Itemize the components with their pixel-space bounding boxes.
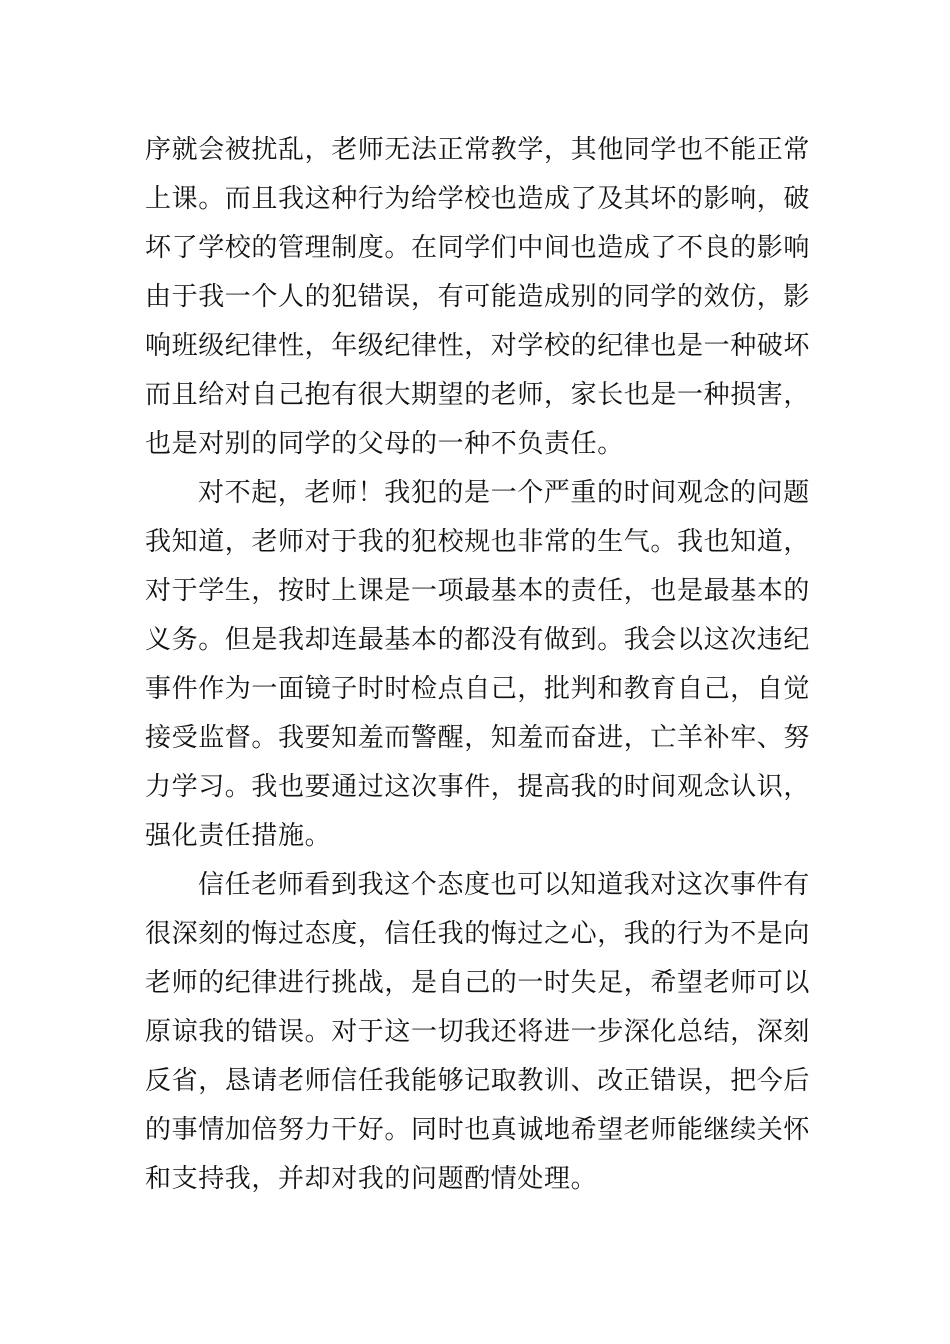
text-line: 对于学生，按时上课是一项最基本的责任，也是最基本的 [145, 576, 811, 606]
text-line: 上课。而且我这种行为给学校也造成了及其坏的影响，破 [145, 184, 811, 214]
text-line: 序就会被扰乱，老师无法正常教学，其他同学也不能正常 [145, 135, 811, 165]
text-line: 坏了学校的管理制度。在同学们中间也造成了不良的影响 [145, 233, 811, 263]
text-line: 也是对别的同学的父母的一种不负责任。 [145, 429, 624, 459]
text-line: 老师的纪律进行挑战，是自己的一时失足，希望老师可以 [145, 968, 811, 998]
text-line: 原谅我的错误。对于这一切我还将进一步深化总结，深刻 [145, 1017, 811, 1047]
text-line: 由于我一个人的犯错误，有可能造成别的同学的效仿，影 [145, 282, 811, 312]
paragraph-first-line: 信任老师看到我这个态度也可以知道我对这次事件有 [198, 870, 810, 900]
text-line: 我知道，老师对于我的犯校规也非常的生气。我也知道， [145, 527, 811, 557]
text-line: 和支持我，并却对我的问题酌情处理。 [145, 1164, 598, 1194]
text-line: 的事情加倍努力干好。同时也真诚地希望老师能继续关怀 [145, 1115, 811, 1145]
text-line: 接受监督。我要知羞而警醒，知羞而奋进，亡羊补牢、努 [145, 723, 811, 753]
text-line: 反省，恳请老师信任我能够记取教训、改正错误，把今后 [145, 1066, 811, 1096]
text-line: 很深刻的悔过态度，信任我的悔过之心，我的行为不是向 [145, 919, 811, 949]
text-line: 义务。但是我却连最基本的都没有做到。我会以这次违纪 [145, 625, 811, 655]
text-line: 而且给对自己抱有很大期望的老师，家长也是一种损害， [145, 380, 811, 410]
text-line: 事件作为一面镜子时时检点自己，批判和教育自己，自觉 [145, 674, 811, 704]
text-line: 响班级纪律性，年级纪律性，对学校的纪律也是一种破坏 [145, 331, 811, 361]
paragraph-first-line: 对不起，老师！我犯的是一个严重的时间观念的问题 [198, 478, 810, 508]
text-line: 力学习。我也要通过这次事件，提高我的时间观念认识， [145, 772, 811, 802]
text-line: 强化责任措施。 [145, 821, 332, 851]
